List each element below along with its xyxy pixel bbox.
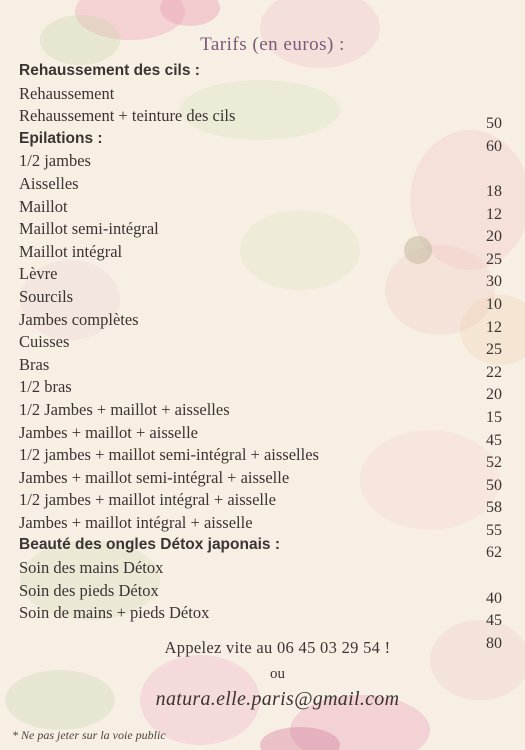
price-row [19, 83, 505, 106]
section-label: Beauté des ongles Détox japonais : [19, 536, 280, 554]
price-value: 52 [486, 454, 502, 472]
service-label: Maillot semi-intégral [19, 219, 159, 239]
price-value: 45 [486, 431, 502, 449]
price-row [19, 150, 505, 173]
price-row [19, 218, 505, 246]
price-value: 58 [486, 499, 502, 517]
service-label: Jambes complètes [19, 309, 139, 329]
price-value: 15 [486, 408, 502, 426]
section-heading [19, 60, 505, 83]
price-value: 50 [486, 115, 502, 133]
price-value: 10 [486, 295, 502, 313]
service-label: Jambes + maillot + aisselle [19, 422, 198, 442]
service-label: Rehaussement [19, 83, 115, 103]
price-value: 30 [486, 273, 502, 291]
service-label: Cuisses [19, 332, 70, 352]
service-label: Soin de mains + pieds Détox [19, 603, 210, 623]
price-value: 25 [486, 250, 502, 268]
section-label: Epilations : [19, 129, 103, 147]
price-value: 18 [486, 182, 502, 200]
service-label: 1/2 jambes [19, 151, 91, 171]
service-label: Rehaussement + teinture des cils [19, 106, 236, 126]
section-label: Rehaussement des cils : [19, 62, 200, 79]
price-row [19, 467, 505, 494]
price-value: 12 [486, 318, 502, 336]
service-label: Jambes + maillot semi-intégral + aisselle [19, 467, 290, 487]
price-row [19, 602, 505, 630]
call-text: Appelez vite au 06 45 03 29 54 ! [164, 638, 391, 657]
price-row [19, 422, 505, 449]
price-row [19, 173, 505, 200]
price-value: 25 [486, 341, 502, 359]
email-address[interactable]: natura.elle.paris@gmail.com [155, 688, 400, 710]
price-value: 62 [486, 544, 502, 562]
service-label: Jambes + maillot intégral + aisselle [19, 512, 253, 532]
price-row [19, 444, 505, 472]
price-value: 20 [486, 228, 502, 246]
service-label: Maillot intégral [19, 241, 123, 261]
footnote: * Ne pas jeter sur la voie public [12, 728, 166, 742]
price-value: 45 [486, 612, 502, 630]
price-row [19, 489, 505, 517]
price-value: 60 [486, 137, 502, 155]
price-row [19, 241, 505, 268]
service-label: Soin des mains Détox [19, 558, 164, 578]
price-row [19, 309, 505, 336]
price-row [19, 354, 505, 381]
service-label: 1/2 jambes + maillot intégral + aisselle [19, 490, 276, 510]
service-label: Maillot [19, 196, 68, 216]
service-label: Lèvre [19, 264, 58, 284]
price-row [19, 557, 505, 580]
section-heading [19, 128, 505, 155]
or-text: ou [270, 666, 285, 682]
section-heading [19, 534, 505, 562]
price-row [19, 580, 505, 607]
service-label: Sourcils [19, 286, 74, 306]
service-label: 1/2 Jambes + maillot + aisselles [19, 399, 230, 419]
service-label: 1/2 jambes + maillot semi-intégral + aisselles [19, 445, 319, 465]
price-row [19, 196, 505, 223]
price-value: 22 [486, 363, 502, 381]
service-label: 1/2 bras [19, 377, 72, 397]
service-label: Soin des pieds Détox [19, 580, 159, 600]
price-value: 12 [486, 205, 502, 223]
page-title: Tarifs (en euros) : [200, 34, 345, 55]
price-value: 80 [486, 634, 502, 652]
price-row [19, 263, 505, 291]
service-label: Aisselles [19, 173, 79, 193]
price-value: 50 [486, 476, 502, 494]
price-row [19, 331, 505, 359]
price-row [19, 286, 505, 313]
price-row [19, 376, 505, 404]
price-row [19, 512, 505, 539]
price-value: 40 [486, 589, 502, 607]
service-label: Bras [19, 354, 50, 374]
price-row [19, 399, 505, 426]
price-value: 55 [486, 521, 502, 539]
price-row [19, 105, 505, 133]
price-value: 20 [486, 386, 502, 404]
